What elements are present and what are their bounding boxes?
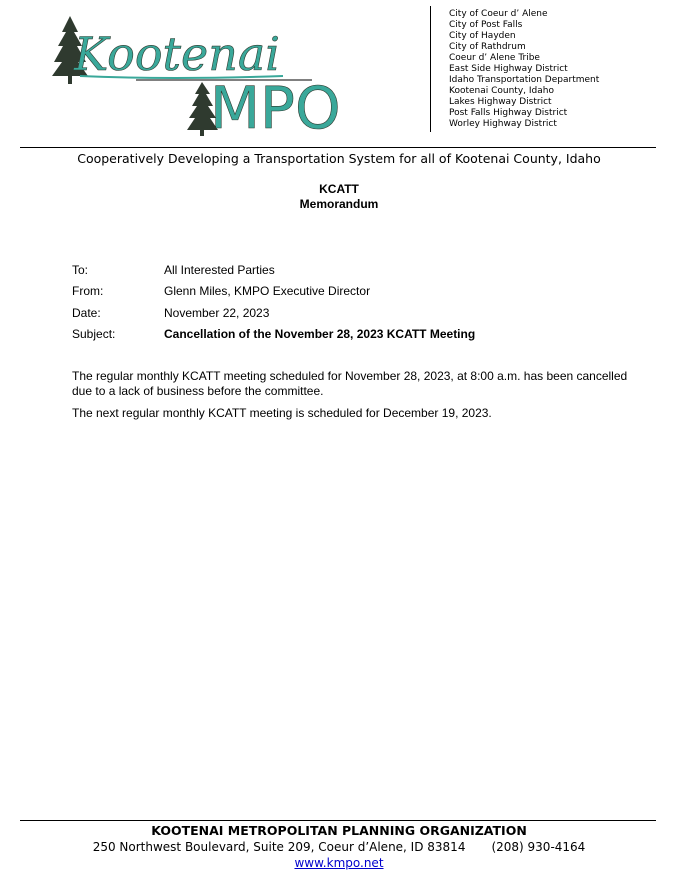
logo-word-top: Kootenai [74,27,280,81]
field-value: All Interested Parties [164,262,275,277]
field-label: To: [72,262,89,277]
member-agency: City of Rathdrum [449,42,526,52]
letterhead-tagline: Cooperatively Developing a Transportation System for all of Kootenai County, Idaho [77,151,601,166]
logo-word-bottom: MPO [210,74,341,138]
member-agency: East Side Highway District [449,64,568,74]
kootenai-mpo-logo [50,14,380,138]
footer-phone: (208) 930-4164 [491,840,586,854]
field-label: From: [72,284,104,299]
footer-organization: KOOTENAI METROPOLITAN PLANNING ORGANIZATION [151,823,527,838]
memo-field-date [72,302,475,324]
logo-graphic [50,14,380,138]
memo-body [72,369,632,429]
body-paragraph: The next regular monthly KCATT meeting is scheduled for December 19, 2023. [72,406,492,420]
field-value: November 22, 2023 [164,305,270,320]
member-agency: Coeur d’ Alene Tribe [449,53,540,63]
footer-rule [20,820,656,821]
body-paragraph: The regular monthly KCATT meeting scheduled for November 28, 2023, at 8:00 a.m. has been cancelled due to a lack of business before the committee. [72,369,628,398]
members-divider [430,6,431,132]
website-link[interactable]: www.kmpo.net [294,856,384,870]
memo-heading [0,182,678,212]
member-agency: Kootenai County, Idaho [449,86,554,96]
member-agencies-list [449,9,599,130]
footer-contact [0,839,678,855]
field-label: Subject: [72,327,116,342]
member-agency: Idaho Transportation Department [449,75,600,85]
memo-field-to [72,259,475,281]
member-agency: City of Post Falls [449,20,523,30]
memo-subtitle: Memorandum [299,197,379,211]
field-label: Date: [72,305,101,320]
memo-field-from [72,281,475,303]
footer-address: 250 Northwest Boulevard, Suite 209, Coeur d’Alene, ID 83814 [92,840,466,854]
member-agency: Lakes Highway District [449,97,552,107]
member-agency: Post Falls Highway District [449,108,568,118]
memo-fields [72,259,475,345]
member-agency: City of Coeur d’ Alene [449,9,548,19]
memo-title: KCATT [319,182,359,196]
field-value: Cancellation of the November 28, 2023 KCATT Meeting [164,327,476,342]
member-agency: Worley Highway District [449,119,557,129]
field-value: Glenn Miles, KMPO Executive Director [164,284,371,299]
memo-field-subject [72,324,475,346]
footer [0,823,678,871]
member-agency: City of Hayden [449,31,516,41]
header-rule [20,147,656,148]
